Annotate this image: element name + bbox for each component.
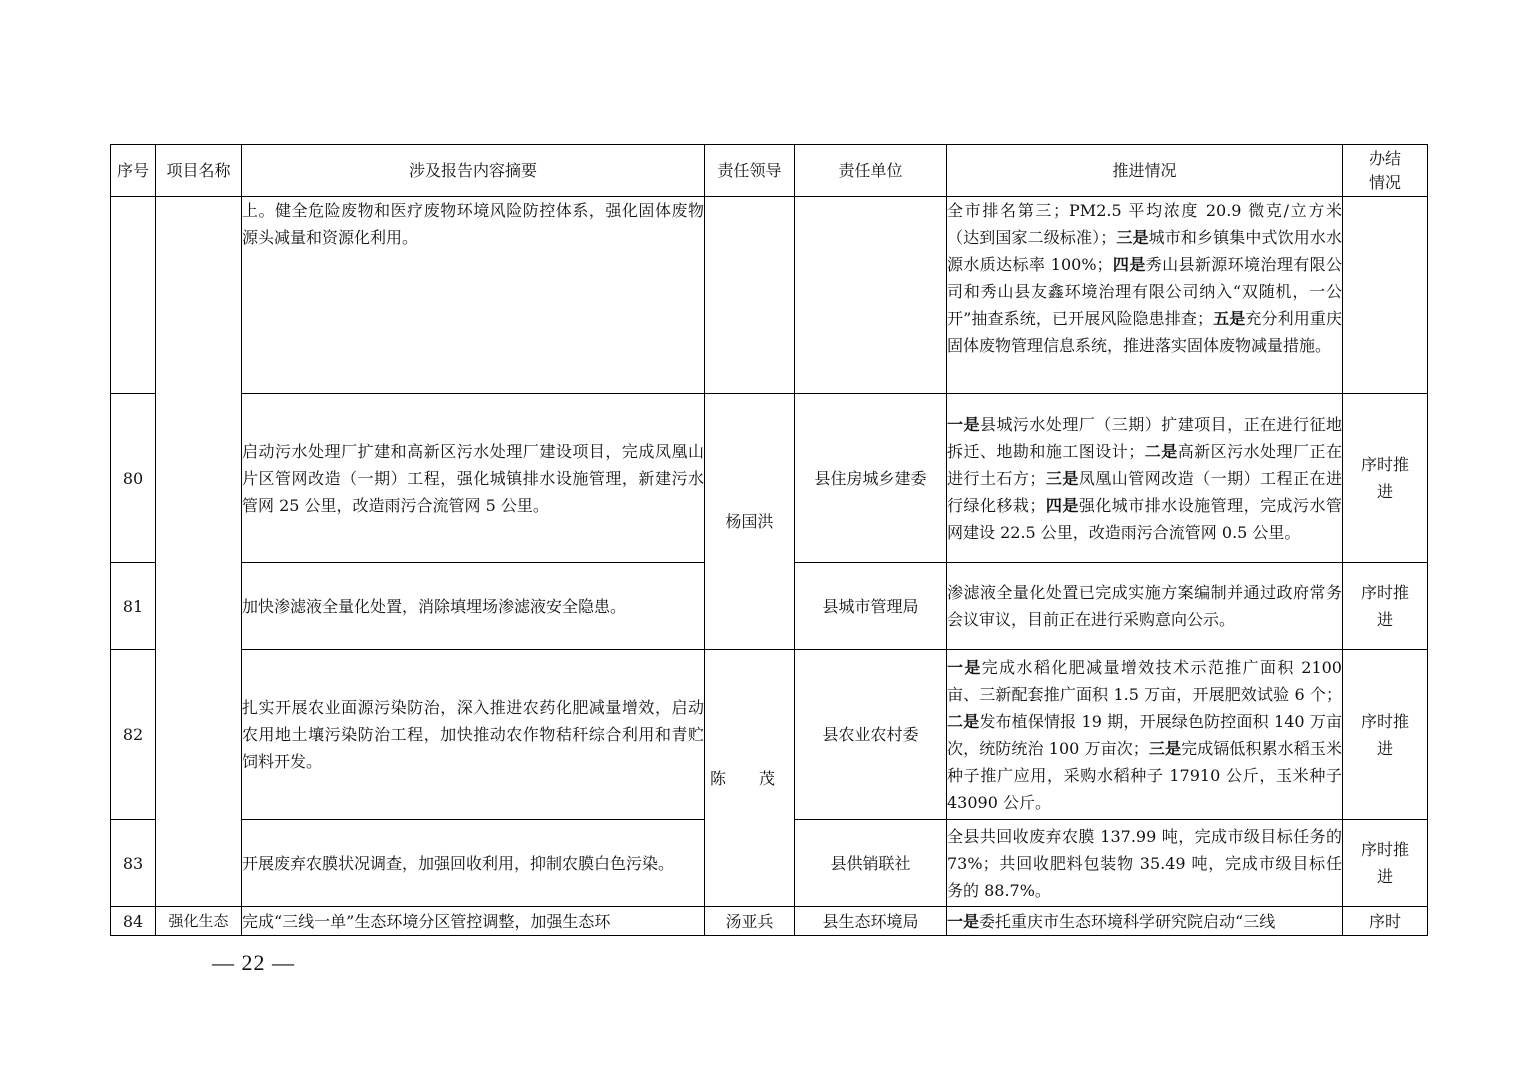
cell-progress: 一是委托重庆市生态环境科学研究院启动“三线 bbox=[947, 907, 1343, 936]
header-summary: 涉及报告内容摘要 bbox=[242, 145, 705, 197]
header-project-name: 项目名称 bbox=[156, 145, 242, 197]
page-number: — 22 — bbox=[212, 950, 295, 975]
cell-status: 序时推进 bbox=[1343, 394, 1428, 563]
cell-unit: 县城市管理局 bbox=[795, 563, 947, 650]
cell-unit: 县农业农村委 bbox=[795, 650, 947, 820]
cell-project-name bbox=[156, 197, 242, 907]
report-table bbox=[110, 144, 1428, 936]
cell-seq: 83 bbox=[111, 820, 156, 907]
cell-seq: 84 bbox=[111, 907, 156, 936]
cell-status bbox=[1343, 197, 1428, 394]
cell-unit: 县住房城乡建委 bbox=[795, 394, 947, 563]
cell-leader bbox=[705, 197, 795, 394]
cell-status: 序时推进 bbox=[1343, 820, 1428, 907]
header-seq: 序号 bbox=[111, 145, 156, 197]
cell-seq: 82 bbox=[111, 650, 156, 820]
table-row bbox=[111, 197, 1428, 394]
cell-leader: 杨国洪 bbox=[705, 394, 795, 650]
cell-progress: 全市排名第三；PM2.5 平均浓度 20.9 微克/立方米（达到国家二级标准）；三是城市和乡镇集中式饮用水水源水质达标率 100%；四是秀山县新源环境治理有限公司和秀山县友鑫环境治理有限公司纳入“双随机，一公开”抽查系统，已开展风险隐患排查；五是充分利用重庆固体废物管理信息系统，推进落实固体废物减量措施。 bbox=[947, 197, 1343, 394]
cell-leader: 汤亚兵 bbox=[705, 907, 795, 936]
table-header-row bbox=[111, 145, 1428, 197]
cell-unit: 县供销联社 bbox=[795, 820, 947, 907]
cell-progress: 渗滤液全量化处置已完成实施方案编制并通过政府常务会议审议，目前正在进行采购意向公示。 bbox=[947, 563, 1343, 650]
cell-summary: 加快渗滤液全量化处置，消除填埋场渗滤液安全隐患。 bbox=[242, 563, 705, 650]
cell-summary: 扎实开展农业面源污染防治，深入推进农药化肥减量增效，启动农用地土壤污染防治工程，加快推动农作物秸秆综合利用和青贮饲料开发。 bbox=[242, 650, 705, 820]
header-unit: 责任单位 bbox=[795, 145, 947, 197]
cell-seq: 81 bbox=[111, 563, 156, 650]
cell-status: 序时推进 bbox=[1343, 650, 1428, 820]
cell-leader: 陈 茂 bbox=[705, 650, 795, 907]
cell-progress: 全县共回收废弃农膜 137.99 吨，完成市级目标任务的 73%；共回收肥料包装物 35.49 吨，完成市级目标任务的 88.7%。 bbox=[947, 820, 1343, 907]
cell-seq: 80 bbox=[111, 394, 156, 563]
cell-unit: 县生态环境局 bbox=[795, 907, 947, 936]
cell-progress: 一是县城污水处理厂（三期）扩建项目，正在进行征地拆迁、地勘和施工图设计；二是高新区污水处理厂正在进行土石方；三是凤凰山管网改造（一期）工程正在进行绿化移栽；四是强化城市排水设施管理，完成污水管网建设 22.5 公里，改造雨污合流管网 0.5 公里。 bbox=[947, 394, 1343, 563]
table-row bbox=[111, 650, 1428, 820]
cell-summary: 上。健全危险废物和医疗废物环境风险防控体系，强化固体废物源头减量和资源化利用。 bbox=[242, 197, 705, 394]
cell-summary: 开展废弃农膜状况调查，加强回收利用，抑制农膜白色污染。 bbox=[242, 820, 705, 907]
header-progress: 推进情况 bbox=[947, 145, 1343, 197]
cell-project-name: 强化生态 bbox=[156, 907, 242, 936]
table-row bbox=[111, 394, 1428, 563]
cell-unit bbox=[795, 197, 947, 394]
table-row bbox=[111, 907, 1428, 936]
cell-status: 序时推进 bbox=[1343, 563, 1428, 650]
header-leader: 责任领导 bbox=[705, 145, 795, 197]
cell-summary: 启动污水处理厂扩建和高新区污水处理厂建设项目，完成凤凰山片区管网改造（一期）工程，强化城镇排水设施管理，新建污水管网 25 公里，改造雨污合流管网 5 公里。 bbox=[242, 394, 705, 563]
cell-summary: 完成“三线一单”生态环境分区管控调整，加强生态环 bbox=[242, 907, 705, 936]
cell-status: 序时 bbox=[1343, 907, 1428, 936]
cell-progress: 一是完成水稻化肥减量增效技术示范推广面积 2100 亩、三新配套推广面积 1.5 万亩，开展肥效试验 6 个；二是发布植保情报 19 期，开展绿色防控面积 140 万亩次，统防统治 100 万亩次；三是完成镉低积累水稻玉米种子推广应用，采购水稻种子 17910 公斤，玉米种子 43090 公斤。 bbox=[947, 650, 1343, 820]
cell-seq bbox=[111, 197, 156, 394]
header-status: 办结 情况 bbox=[1343, 145, 1428, 197]
